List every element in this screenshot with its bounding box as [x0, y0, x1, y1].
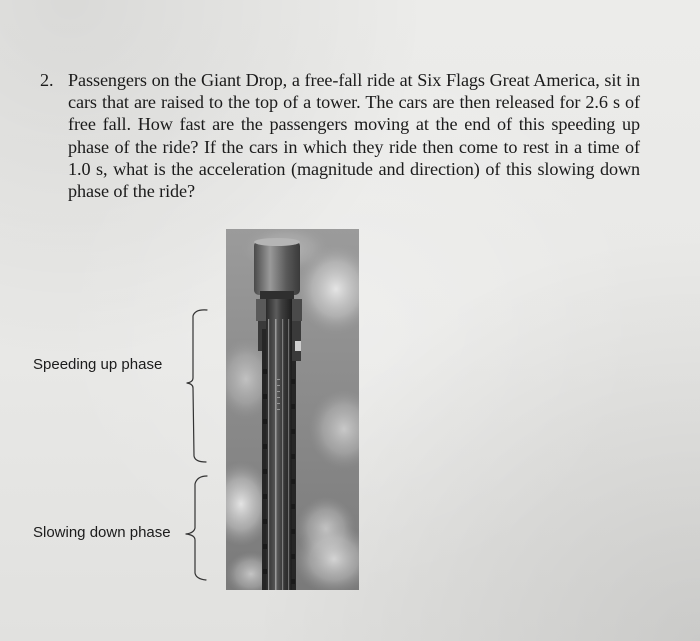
tower-top-cap	[254, 241, 300, 295]
speeding-up-label: Speeding up phase	[33, 356, 163, 373]
slowing-down-label: Slowing down phase	[33, 524, 171, 541]
speeding-up-bracket	[187, 310, 207, 462]
question-block	[40, 69, 640, 202]
slowing-down-bracket	[186, 476, 207, 580]
tower-photo	[226, 229, 359, 590]
question-number: 2.	[40, 70, 54, 90]
question-text: Passengers on the Giant Drop, a free-fall ride at Six Flags Great America, sit in cars that are raised to the top of a tower. The cars are then released for 2.6 s of free fall. How fast are the passengers moving at the end of this speeding up phase of the ride? If the cars in which they ride then come to rest in a time of 1.0 s, what is the acceleration (magnitude and direction) of this slowing down phase of the ride?	[68, 70, 640, 202]
